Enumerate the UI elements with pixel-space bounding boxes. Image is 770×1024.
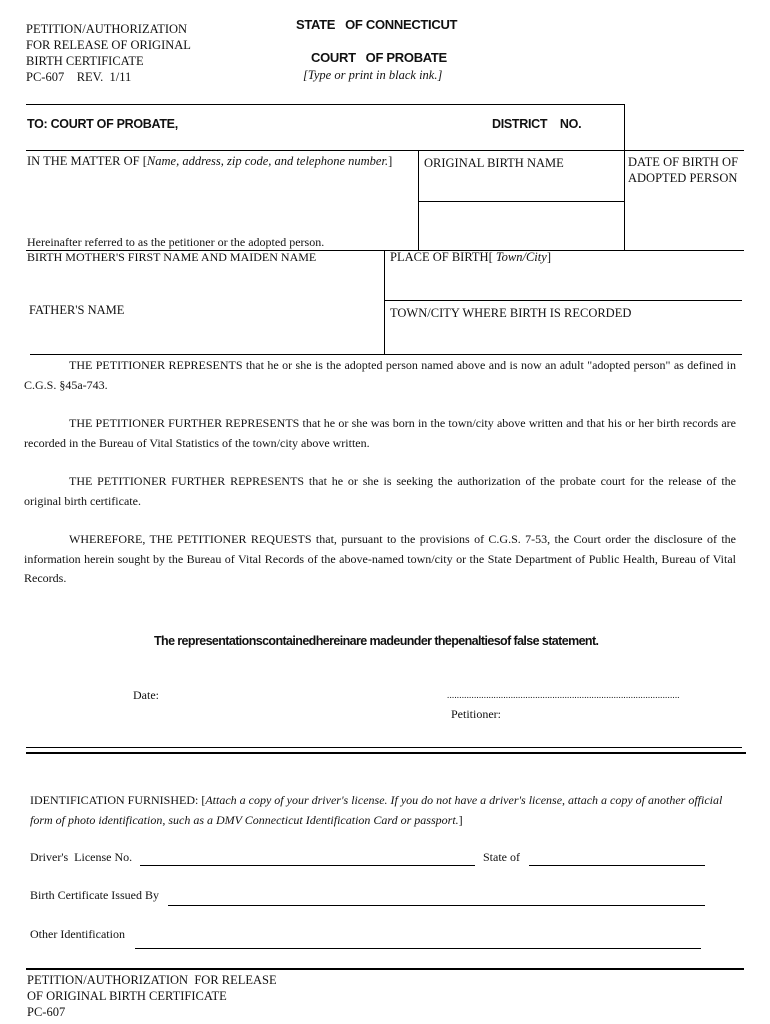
district-label: DISTRICT NO. [492,117,582,131]
date-label: Date: [133,688,159,702]
in-matter-field[interactable] [27,153,392,169]
form-id-line: BIRTH CERTIFICATE [26,54,144,68]
box-col-divider-2 [384,250,385,355]
box-divider-4 [30,354,742,355]
penalty-statement: The representationscontainedhereinare madeunder thepenaltiesof false statement. [154,634,599,648]
to-court-label: TO: COURT OF PROBATE, [27,117,178,131]
place-hint: Town/City [492,250,547,264]
identification-label: IDENTIFICATION FURNISHED: [ [30,793,206,807]
in-matter-close: ] [388,154,393,168]
other-id-label: Other Identification [30,927,125,941]
drivers-license-label: Driver's License No. [30,850,133,864]
original-birth-name-label: ORIGINAL BIRTH NAME [424,156,564,170]
ink-note: [Type or print in black ink.] [303,68,443,82]
identification-hint: Attach a copy of your driver's license. If you do not have a driver's license, attach a copy of another official form of photo identification, such as a DMV Connecticut Identification Card or passport. [30,793,723,827]
paragraph-represents: THE PETITIONER REPRESENTS that he or she is the adopted person named above and is now an adult "adopted person" as defined in C.G.S. §45a-743. [24,358,736,392]
footer-form-id [27,972,277,1020]
paragraph-seeking: THE PETITIONER FURTHER REPRESENTS that he or she is seeking the authorization of the probate court for the release of the original birth certificate. [24,474,736,508]
state-title: STATE OF CONNECTICUT [296,17,458,32]
form-id-line: PETITION/AUTHORIZATION [26,22,188,36]
box-top-border [26,104,624,105]
in-matter-label: IN THE MATTER OF [ [27,154,147,168]
separator-lower [26,752,746,754]
place-close: ] [546,250,551,264]
signature-dots[interactable]: ............................................................................................... [447,690,680,700]
box-right-border [624,104,625,251]
paragraph-wherefore: WHEREFORE, THE PETITIONER REQUESTS that, pursuant to the provisions of C.G.S. 7-53, the Court order the disclosure of the information herein sought by the Bureau of Vital Records of the above-named town/city or the State Department of Public Health, Bureau of Vital Records. [24,532,736,585]
dob-input[interactable] [626,190,744,248]
court-title: COURT OF PROBATE [311,50,447,65]
box-divider-3 [384,300,742,301]
place-of-birth-label [390,249,551,265]
place-label: PLACE OF BIRTH[ [390,250,493,264]
form-id-line: PC-607 REV. 1/11 [26,70,132,84]
state-of-input[interactable] [529,865,705,866]
dob-label: DATE OF BIRTH OF ADOPTED PERSON [628,155,739,185]
hereinafter-note: Hereinafter referred to as the petitioner or the adopted person. [27,235,325,249]
state-of-label: State of [483,850,520,864]
footer-rule [26,968,744,970]
identification-block [30,790,742,830]
original-birth-name-input[interactable] [419,203,623,249]
footer-line: OF ORIGINAL BIRTH CERTIFICATE [27,989,227,1003]
place-of-birth-input[interactable] [386,266,740,298]
birth-mother-input[interactable] [27,266,381,298]
footer-line: PETITION/AUTHORIZATION FOR RELEASE [27,973,277,987]
box-divider-1 [26,150,744,151]
other-id-input[interactable] [135,948,701,949]
form-id-block [26,21,191,85]
town-recorded-input[interactable] [386,322,740,352]
fathers-name-input[interactable] [27,320,381,352]
fathers-name-label: FATHER'S NAME [29,303,125,317]
birth-cert-issued-label: Birth Certificate Issued By [30,888,159,902]
date-input[interactable] [165,684,365,702]
box-name-underline [418,201,624,202]
birth-mother-label: BIRTH MOTHER'S FIRST NAME AND MAIDEN NAME [27,250,317,264]
town-recorded-label: TOWN/CITY WHERE BIRTH IS RECORDED [390,306,632,320]
form-id-line: FOR RELEASE OF ORIGINAL [26,38,191,52]
petitioner-label: Petitioner: [451,707,501,721]
separator-upper [26,747,742,748]
birth-cert-issued-input[interactable] [168,905,705,906]
identification-close: ] [458,813,463,827]
footer-line: PC-607 [27,1005,66,1019]
drivers-license-input[interactable] [140,865,475,866]
paragraph-born: THE PETITIONER FURTHER REPRESENTS that he or she was born in the town/city above written and that his or her birth records are recorded in the Bureau of Vital Statistics of the town/city above written. [24,416,736,450]
in-matter-hint: Name, address, zip code, and telephone number. [146,154,389,168]
